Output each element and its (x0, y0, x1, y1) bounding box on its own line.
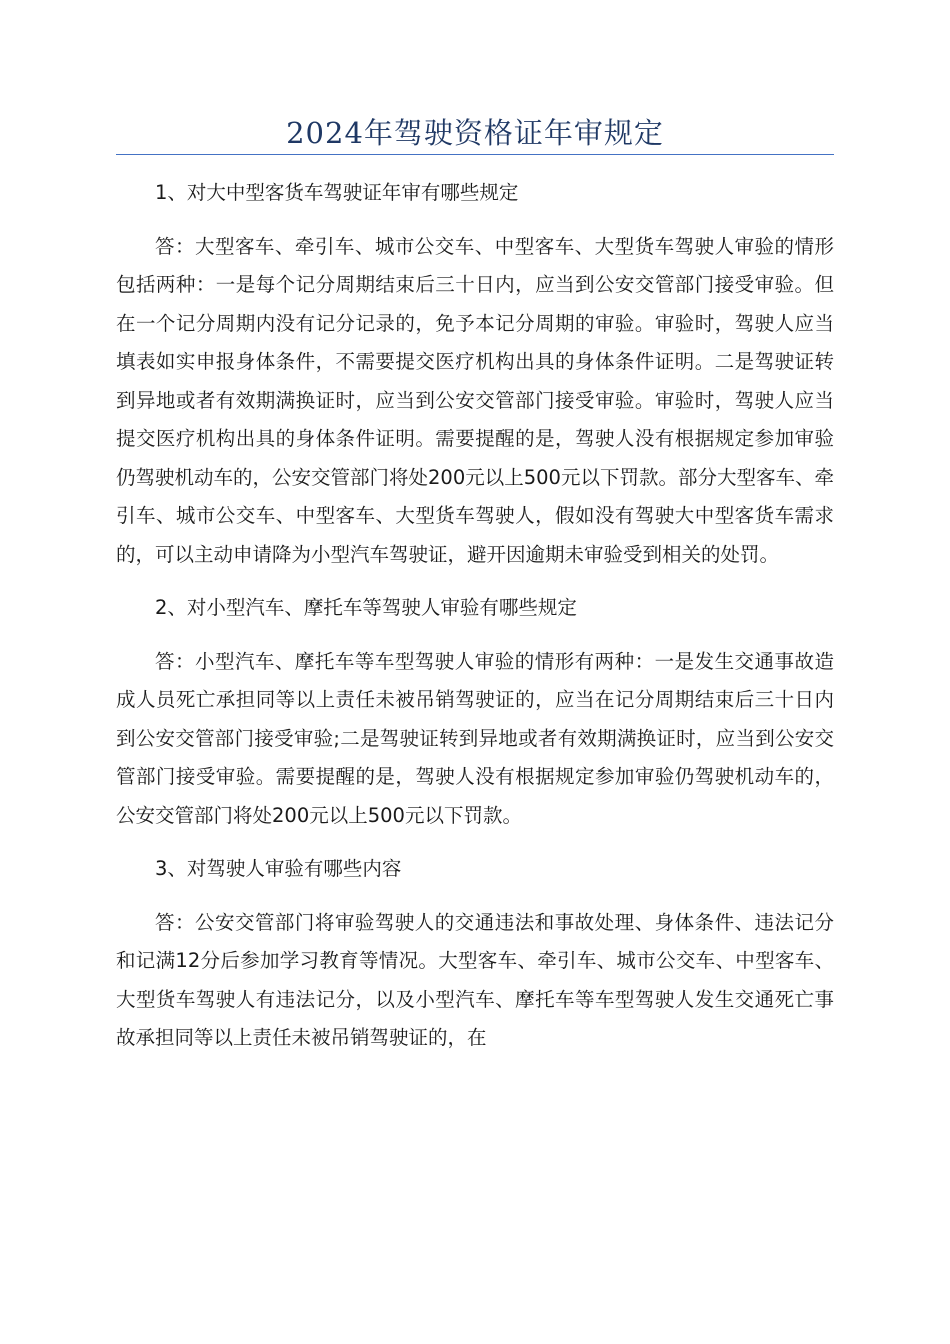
question-1-heading: 1、对大中型客货车驾驶证年审有哪些规定 (155, 181, 519, 204)
answer-2-paragraph: 答：小型汽车、摩托车等车型驾驶人审验的情形有两种：一是发生交通事故造成人员死亡承担同等以上责任未被吊销驾驶证的，应当在记分周期结束后三十日内到公安交管部门接受审验;二是驾驶证转到异地或者有效期满换证时，应当到公安交管部门接受审验。需要提醒的是，驾驶人没有根据规定参加审验仍驾驶机动车的，公安交管部门将处200元以上500元以下罚款。 (116, 649, 834, 827)
title-underline (116, 154, 834, 155)
question-3-heading: 3、对驾驶人审验有哪些内容 (155, 857, 402, 880)
document-body (116, 174, 834, 1073)
document-title: 2024年驾驶资格证年审规定 (286, 116, 664, 150)
answer-3-paragraph: 答：公安交管部门将审验驾驶人的交通违法和事故处理、身体条件、违法记分和记满12分后参加学习教育等情况。大型客车、牵引车、城市公交车、中型客车、大型货车驾驶人有违法记分，以及小型汽车、摩托车等车型驾驶人发生交通死亡事故承担同等以上责任未被吊销驾驶证的，在 (116, 910, 834, 1049)
answer-1-paragraph: 答：大型客车、牵引车、城市公交车、中型客车、大型货车驾驶人审验的情形包括两种：一是每个记分周期结束后三十日内，应当到公安交管部门接受审验。但在一个记分周期内没有记分记录的，免予本记分周期的审验。审验时，驾驶人应当填表如实申报身体条件，不需要提交医疗机构出具的身体条件证明。二是驾驶证转到异地或者有效期满换证时，应当到公安交管部门接受审验。审验时，驾驶人应当提交医疗机构出具的身体条件证明。需要提醒的是，驾驶人没有根据规定参加审验仍驾驶机动车的，公安交管部门将处200元以上500元以下罚款。部分大型客车、牵引车、城市公交车、中型客车、大型货车驾驶人，假如没有驾驶大中型客货车需求的，可以主动申请降为小型汽车驾驶证，避开因逾期未审验受到相关的处罚。 (116, 234, 834, 566)
question-2-heading: 2、对小型汽车、摩托车等驾驶人审验有哪些规定 (155, 596, 577, 619)
